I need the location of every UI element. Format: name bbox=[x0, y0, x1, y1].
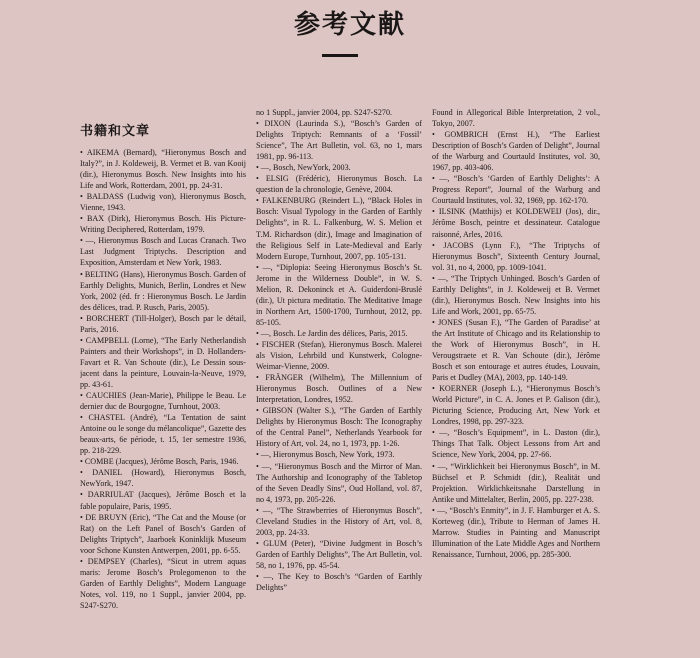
bibliography-entry: • FALKENBURG (Reindert L.), “Black Holes in Bosch: Visual Typology in the Garden of Earthly Delights”, in R. L. Falkenburg, W. S. Melion et T.M. Richardson (dir.), Image and Imagination of the Religious Self in Late-Medieval and Early Modern Europe, Turnhout, 2007, pp. 105-131. bbox=[256, 196, 422, 261]
bibliography-entry: • GIBSON (Walter S.), “The Garden of Earthly Delights by Hieronymus Bosch: The Iconography of the Central Panel”, Netherlands Yearbook for History of Art, vol. 24, no 1, 1973, pp. 1-26. bbox=[256, 406, 422, 449]
bibliography-entry: • FISCHER (Stefan), Hieronymus Bosch. Malerei als Vision, Lehrbild und Kunstwerk, Cologne-Weimar-Vienne, 2009. bbox=[256, 339, 422, 372]
bibliography-entry: • DANIEL (Howard), Hieronymus Bosch, NewYork, 1947. bbox=[80, 468, 246, 489]
bibliography-entry: • FRÄNGER (Wilhelm), The Millennium of Hieronymus Bosch. Outlines of a New Interpretation, Londres, 1952. bbox=[256, 373, 422, 405]
bibliography-entry: • CAUCHIES (Jean-Marie), Philippe le Beau. Le dernier duc de Bourgogne, Turnhout, 2003. bbox=[80, 391, 246, 412]
page-title: 参考文献 bbox=[293, 10, 406, 40]
bibliography-entry: • —, “Bosch’s Equipment”, in L. Daston (dir.), Things That Talk. Object Lessons from Art and Science, New York, 2004, pp. 27-66. bbox=[432, 428, 600, 460]
bibliography-entry: • —, “Diplopia: Seeing Hieronymus Bosch’s St. Jerome in the Wilderness Double”, in W. S. Melion, R. Dekoninck et A. Guiderdoni-Bruslé (dir.), Ut pictura meditatio. The Meditative Image in Northern Art, 1500-1700, Turnhout, 2012, pp. 85-105. bbox=[256, 262, 422, 327]
bibliography-entry: Found in Allegorical Bible Interpretation, 2 vol., Tokyo, 2007. bbox=[432, 108, 600, 129]
bibliography-entry: • —, “The Triptych Unhinged. Bosch’s Garden of Earthly Delights”, in J. Koldeweij et B. Vermet (dir.), Hieronymus Bosch. New Insights into his Life and Work, 2001, pp. 65-75. bbox=[432, 273, 600, 316]
bibliography-entry: • BORCHERT (Till-Holger), Bosch par le détail, Paris, 2016. bbox=[80, 313, 246, 334]
bibliography-entry: • —, “Bosch’s Enmity”, in J. F. Hamburger et A. S. Korteweg (dir.), Tribute to Herman of James H. Marrow. Studies in Painting and Manuscript Illumination of the Late Middle Ages and Northern Renaissance, Turnhout, 2006, pp. 285-300. bbox=[432, 505, 600, 559]
bibliography-entry: • —, Hieronymus Bosch, New York, 1973. bbox=[256, 450, 395, 460]
section-heading: 书籍和文章 bbox=[80, 124, 151, 139]
bibliography-entry: • —, Bosch, NewYork, 2003. bbox=[256, 163, 351, 173]
bibliography-entry: • GOMBRICH (Ernst H.), “The Earliest Description of Bosch’s Garden of Delight”, Journal of the Warburg and Courtauld Institutes, vol. 30, 1967, pp. 403-406. bbox=[432, 130, 600, 173]
bibliography-entry: • DARRIULAT (Jacques), Jérôme Bosch et la fable populaire, Paris, 1995. bbox=[80, 490, 246, 511]
bibliography-entry: • —, “The Strawberries of Hieronymus Bosch”, Cleveland Studies in the History of Art, vol. 8, 2003, pp. 24-33. bbox=[256, 505, 422, 537]
bibliography-entry: • —, “Hieronymus Bosch and the Mirror of Man. The Authorship and Iconography of the Tabletop of the Seven Deadly Sins”, Oud Holland, vol. 87, no 4, 1973, pp. 205-226. bbox=[256, 461, 422, 504]
bibliography-entry: • JACOBS (Lynn F.), “The Triptychs of Hieronymus Bosch”, Sixteenth Century Journal, vol. 31, no 4, 2000, pp. 1009-1041. bbox=[432, 240, 600, 272]
bibliography-entry: • BELTING (Hans), Hieronymus Bosch. Garden of Earthly Delights, Munich, Berlin, Londres et New York, 2002 (éd. fr : Hieronymus Bosch. Le Jardin des délices, trad. P. Rusch, Paris, 2005). bbox=[80, 269, 246, 312]
bibliography-entry: • —, The Key to Bosch’s “Garden of Earthly Delights” bbox=[256, 571, 422, 593]
bibliography-entry: • ILSINK (Matthijs) et KOLDEWEIJ (Jos), dir., Jérôme Bosch, peintre et dessinateur. Catalogue raisonné, Arles, 2016. bbox=[432, 207, 600, 239]
bibliography-entry: • GLUM (Peter), “Divine Judgment in Bosch’s Garden of Earthly Delights”, The Art Bulletin, vol. 58, no 1, 1976, pp. 45-54. bbox=[256, 538, 422, 570]
bibliography-entry: • BALDASS (Ludwig von), Hieronymus Bosch, Vienne, 1943. bbox=[80, 192, 246, 213]
bibliography-column-3 bbox=[432, 107, 600, 658]
bibliography-column-2 bbox=[256, 107, 422, 658]
title-divider bbox=[322, 54, 358, 57]
bibliography-entry: • DEMPSEY (Charles), “Sicut in utrem aquas maris: Jerome Bosch’s Prolegomenon to the Garden of Earthly Delights”, Modern Language Notes, vol. 119, no 1 Suppl., janvier 2004, pp. S247-S270. bbox=[80, 556, 246, 610]
bibliography-entry: • BAX (Dirk), Hieronymus Bosch. His Picture-Writing Deciphered, Rotterdam, 1979. bbox=[80, 214, 246, 235]
bibliography-entry: • —, Hieronymus Bosch and Lucas Cranach. Two Last Judgment Triptychs. Description and Exposition, Amsterdam et New York, 1983. bbox=[80, 236, 246, 268]
bibliography-entry: • ELSIG (Frédéric), Hieronymus Bosch. La question de la chronologie, Genève, 2004. bbox=[256, 174, 422, 195]
bibliography-entry: • DE BRUYN (Eric), “The Cat and the Mouse (or Rat) on the Left Panel of Bosch’s Garden of Delights Triptych”, Jaarboek Koninklijk Museum voor Schone Kunsten Antwerpen, 2001, pp. 6-55. bbox=[80, 512, 246, 555]
bibliography-entry: • AIKEMA (Bernard), “Hieronymus Bosch and Italy?”, in J. Koldeweij, B. Vermet et B. van Kooij (dir.), Hieronymus Bosch. New Insights into his Life and Work, Rotterdam, 2001, pp. 24-31. bbox=[80, 148, 246, 191]
bibliography-entry: no 1 Suppl., janvier 2004, pp. S247-S270. bbox=[256, 108, 393, 117]
bibliography-entry: • DIXON (Laurinda S.), “Bosch’s Garden of Delights Triptych: Remnants of a ‘Fossil’ Science”, The Art Bulletin, vol. 63, no 1, mars 1981, pp. 96-113. bbox=[256, 119, 422, 162]
bibliography-entry: • —, Bosch. Le Jardin des délices, Paris, 2015. bbox=[256, 328, 408, 338]
bibliography-entry: • —, “Bosch’s ‘Garden of Earthly Delights’: A Progress Report”, Journal of the Warburg and Courtauld Institutes, vol. 32, 1969, pp. 162-170. bbox=[432, 174, 600, 206]
bibliography-entry: • COMBE (Jacques), Jérôme Bosch, Paris, 1946. bbox=[80, 457, 239, 467]
bibliography-entry: • KOERNER (Joseph L.), “Hieronymus Bosch’s World Picture”, in C. A. Jones et P. Galison (dir.), Picturing Science, Producing Art, New York et Londres, 1998, pp. 297-323. bbox=[432, 384, 600, 427]
bibliography-entry: • JONES (Susan F.), “The Garden of Paradise’ at the Art Institute of Chicago and its Relationship to the Work of Hieronymus Bosch”, in H. Verougstraete et R. Van Schoute (dir.), Jérôme Bosch et son entourage et autres études, Louvain, Paris et Dudley (MA), 2003, pp. 140-149. bbox=[432, 317, 600, 383]
bibliography-entry: • CHASTEL (André), “La Tentation de saint Antoine ou le songe du mélancolique”, Gazette des beaux-arts, 6e période, t. 15, 1er semestre 1936, pp. 218-229. bbox=[80, 413, 246, 456]
bibliography-entry: • —, “Wirklichkeit bei Hieronymus Bosch”, in M. Büchsel et P. Schmidt (dir.), Realität und Projektion. Wirklichkeitsnahe Darstellung in Antike und Mittelalter, Berlin, 2005, pp. 227-238. bbox=[432, 461, 600, 504]
bibliography-column-1 bbox=[80, 147, 246, 658]
bibliography-entry: • CAMPBELL (Lorne), “The Early Netherlandish Painters and their Workshops”, in D. Hollanders-Favart et R. Van Schoute (dir.), Le Dessin sous-jacent dans la peinture, Louvain-la-Neuve, 1979, pp. 43-61. bbox=[80, 335, 246, 389]
